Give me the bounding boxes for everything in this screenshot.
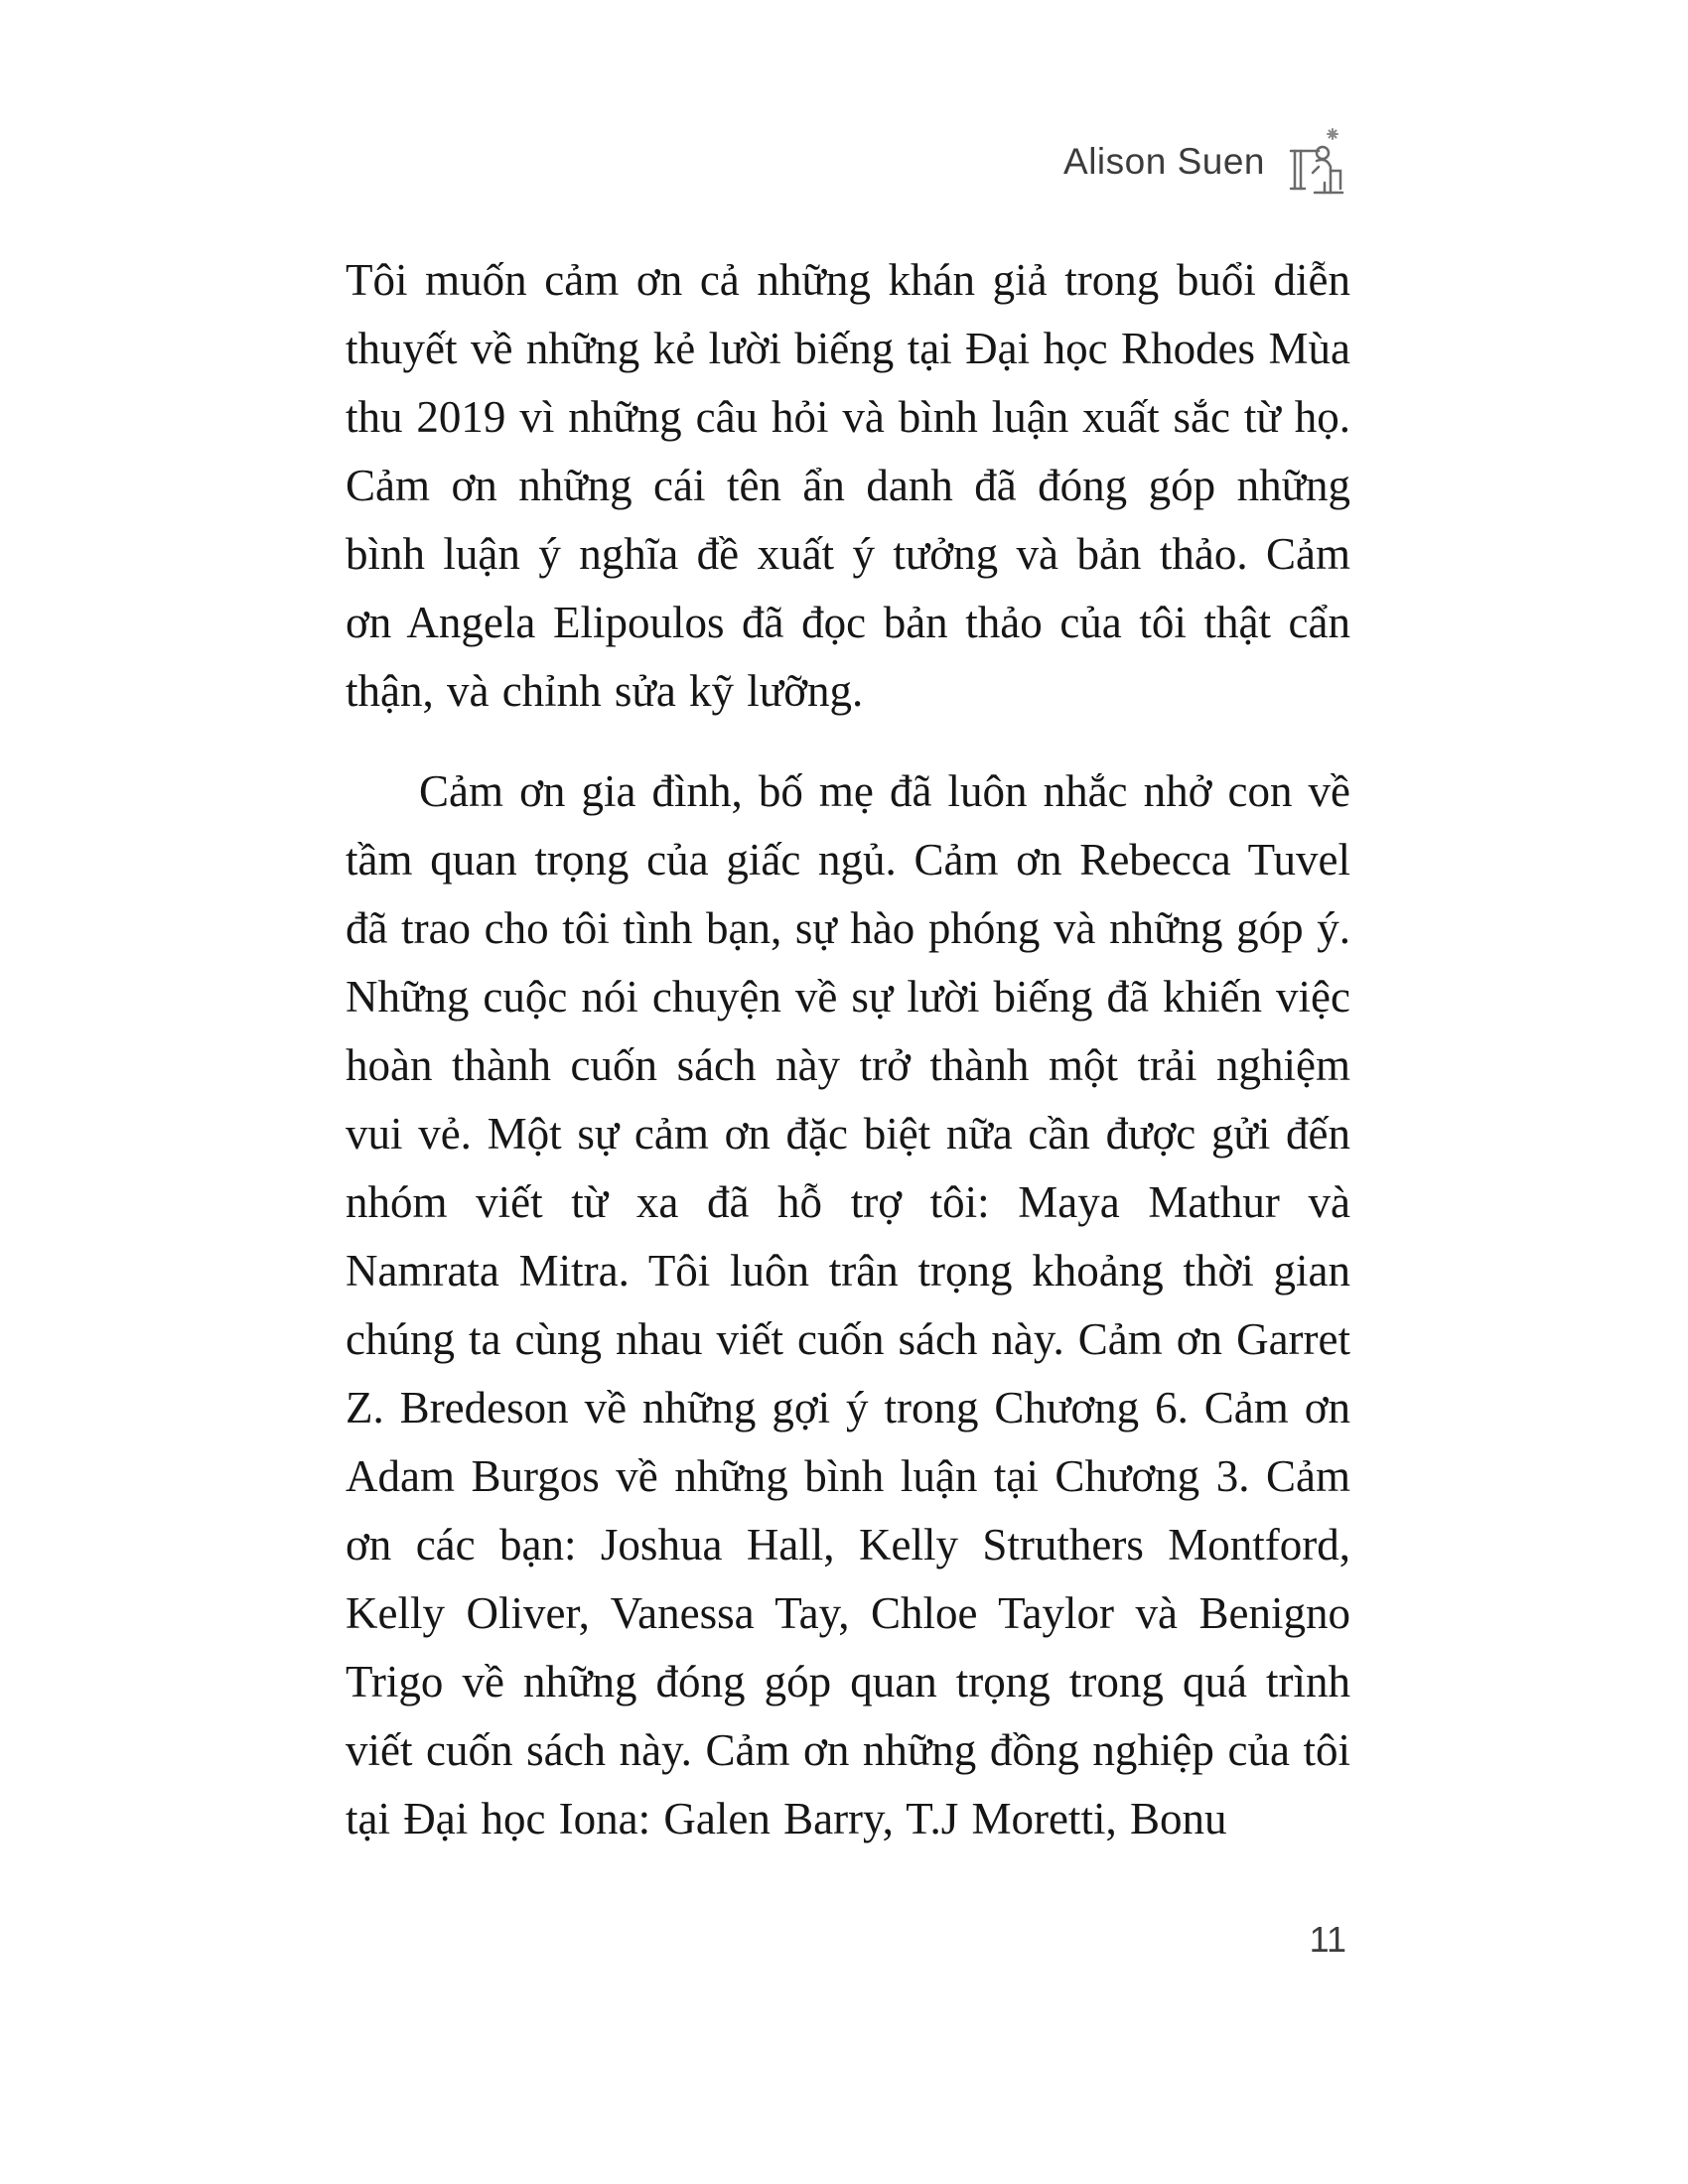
page-body — [346, 246, 1350, 1853]
paragraph: Tôi muốn cảm ơn cả những khán giả trong buổi diễn thuyết về những kẻ lười biếng tại Đại học Rhodes Mùa thu 2019 vì những câu hỏi và bình luận xuất sắc từ họ. Cảm ơn những cái tên ẩn danh đã đóng góp những bình luận ý nghĩa đề xuất ý tưởng và bản thảo. Cảm ơn Angela Elipoulos đã đọc bản thảo của tôi thật cẩn thận, và chỉnh sửa kỹ lưỡng. — [346, 255, 1350, 716]
running-header — [1063, 127, 1346, 195]
page-number: 11 — [1309, 1919, 1346, 1960]
publisher-logo-icon — [1285, 127, 1346, 195]
paragraph: Cảm ơn gia đình, bố mẹ đã luôn nhắc nhở con về tầm quan trọng của giấc ngủ. Cảm ơn Rebecca Tuvel đã trao cho tôi tình bạn, sự hào phóng và những góp ý. Những cuộc nói chuyện về sự lười biếng đã khiến việc hoàn thành cuốn sách này trở thành một trải nghiệm vui vẻ. Một sự cảm ơn đặc biệt nữa cần được gửi đến nhóm viết từ xa đã hỗ trợ tôi: Maya Mathur và Namrata Mitra. Tôi luôn trân trọng khoảng thời gian chúng ta cùng nhau viết cuốn sách này. Cảm ơn Garret Z. Bredeson về những gợi ý trong Chương 6. Cảm ơn Adam Burgos về những bình luận tại Chương 3. Cảm ơn các bạn: Joshua Hall, Kelly Struthers Montford, Kelly Oliver, Vanessa Tay, Chloe Taylor và Benigno Trigo về những đóng góp quan trọng trong quá trình viết cuốn sách này. Cảm ơn những đồng nghiệp của tôi tại Đại học Iona: Galen Barry, T.J Moretti, Bonu — [346, 766, 1350, 1843]
running-header-author: Alison Suen — [1063, 140, 1265, 182]
